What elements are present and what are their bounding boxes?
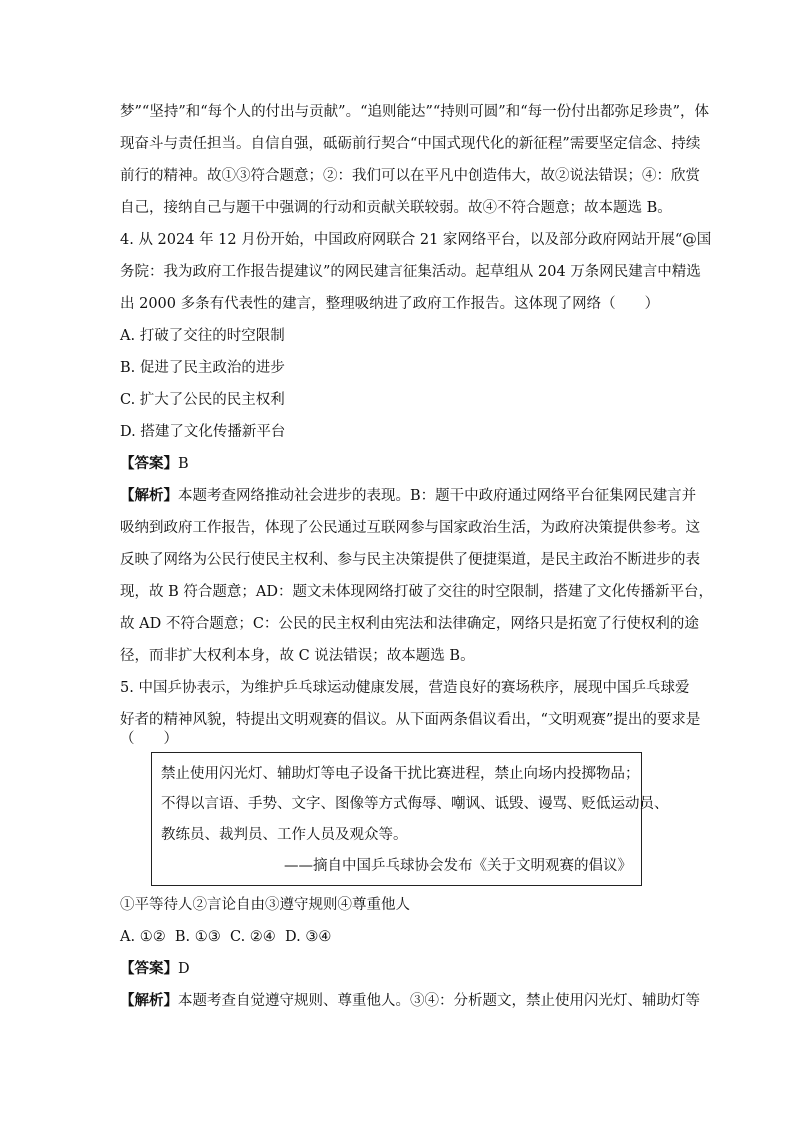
q5-stem-line-1: 5. 中国乒协表示，为维护乒乓球运动健康发展，营造良好的赛场秩序，展现中国乒乓球爱 xyxy=(120,680,690,696)
q5-stem-line-2: 好者的精神风貌，特提出文明观赛的倡议。从下面两条倡议看出，“文明观赛”提出的要求是 xyxy=(120,712,701,728)
quote-box xyxy=(151,752,669,886)
q4-option-c: C. 扩大了公民的民主权利 xyxy=(120,392,285,408)
q5-answer-tag: 【答案】 xyxy=(120,960,178,977)
q5-explanation-text-1: 本题考查自觉遵守规则、尊重他人。③④：分析题文，禁止使用闪光灯、辅助灯等 xyxy=(178,993,700,1009)
quote-line-3: 教练员、裁判员、工作人员及观众等。 xyxy=(161,827,408,843)
q4-explanation-line-4: 现，故 B 符合题意；AD：题文未体现网络打破了交往的时空限制，搭建了文化传播新平台， xyxy=(120,584,713,600)
q5-options: A. ①② B. ①③ C. ②④ D. ③④ xyxy=(120,929,332,945)
q5-explanation-line-1 xyxy=(120,991,700,1011)
q5-choices: ①平等待人②言论自由③遵守规则④尊重他人 xyxy=(120,897,410,913)
q3-explanation-line-3: 前行的精神。故①③符合题意；②：我们可以在平凡中创造伟大，故②说法错误；④：欣赏 xyxy=(120,168,700,184)
q4-explanation-line-5: 故 AD 不符合题意；C：公民的民主权利由宪法和法律确定，网络只是拓宽了行使权利的途 xyxy=(120,616,699,632)
q4-explanation-line-2: 吸纳到政府工作报告，体现了公民通过互联网参与国家政治生活，为政府决策提供参考。这 xyxy=(120,520,700,536)
q4-option-b: B. 促进了民主政治的进步 xyxy=(120,360,285,376)
q4-stem-line-3: 出 2000 多条有代表性的建言，整理吸纳进了政府工作报告。这体现了网络（ ） xyxy=(120,296,660,312)
q3-explanation-line-1: 梦”“坚持”和“每个人的付出与贡献”。“追则能达”“持则可圆”和“每一份付出都弥足珍贵”，体 xyxy=(120,104,710,120)
q4-stem-line-1: 4. 从 2024 年 12 月份开始，中国政府网联合 21 家网络平台，以及部分政府网站开展“@国 xyxy=(120,232,712,248)
q5-answer-value: D xyxy=(178,961,190,977)
q4-explanation-text-1: 本题考查网络推动社会进步的表现。B：题干中政府通过网络平台征集网民建言并 xyxy=(178,488,697,504)
quote-line-2: 不得以言语、手势、文字、图像等方式侮辱、嘲讽、诋毁、谩骂、贬低运动员、 xyxy=(161,796,669,812)
q5-answer xyxy=(120,959,676,979)
q4-explanation-line-3: 反映了网络为公民行使民主权利、参与民主决策提供了便捷渠道，是民主政治不断进步的表 xyxy=(120,552,700,568)
q4-answer-tag: 【答案】 xyxy=(120,455,178,472)
quote-source: ——摘自中国乒乓球协会发布《关于文明观赛的倡议》 xyxy=(284,858,632,874)
quote-line-1: 禁止使用闪光灯、辅助灯等电子设备干扰比赛进程，禁止向场内投掷物品； xyxy=(161,766,640,782)
q3-explanation-line-2: 现奋斗与责任担当。自信自强，砥砺前行契合“中国式现代化的新征程”需要坚定信念、持续 xyxy=(120,136,701,152)
q4-answer-value: B xyxy=(178,456,189,472)
q5-stem-line-3: （ ） xyxy=(120,731,178,747)
q4-answer xyxy=(120,454,676,474)
q4-explanation-line-1 xyxy=(120,486,697,506)
q4-explanation-line-6: 径，而非扩大权利本身，故 C 说法错误；故本题选 B。 xyxy=(120,648,475,664)
q4-option-a: A. 打破了交往的时空限制 xyxy=(120,328,285,344)
q5-explanation-tag: 【解析】 xyxy=(120,992,178,1009)
q4-stem-line-2: 务院：我为政府工作报告提建议”的网民建言征集活动。起草组从 204 万条网民建言中精选 xyxy=(120,264,701,280)
q4-option-d: D. 搭建了文化传播新平台 xyxy=(120,424,286,440)
q4-explanation-tag: 【解析】 xyxy=(120,487,178,504)
q3-explanation-line-4: 自己，接纳自己与题干中强调的行动和贡献关联较弱。故④不符合题意；故本题选 B。 xyxy=(120,200,672,216)
